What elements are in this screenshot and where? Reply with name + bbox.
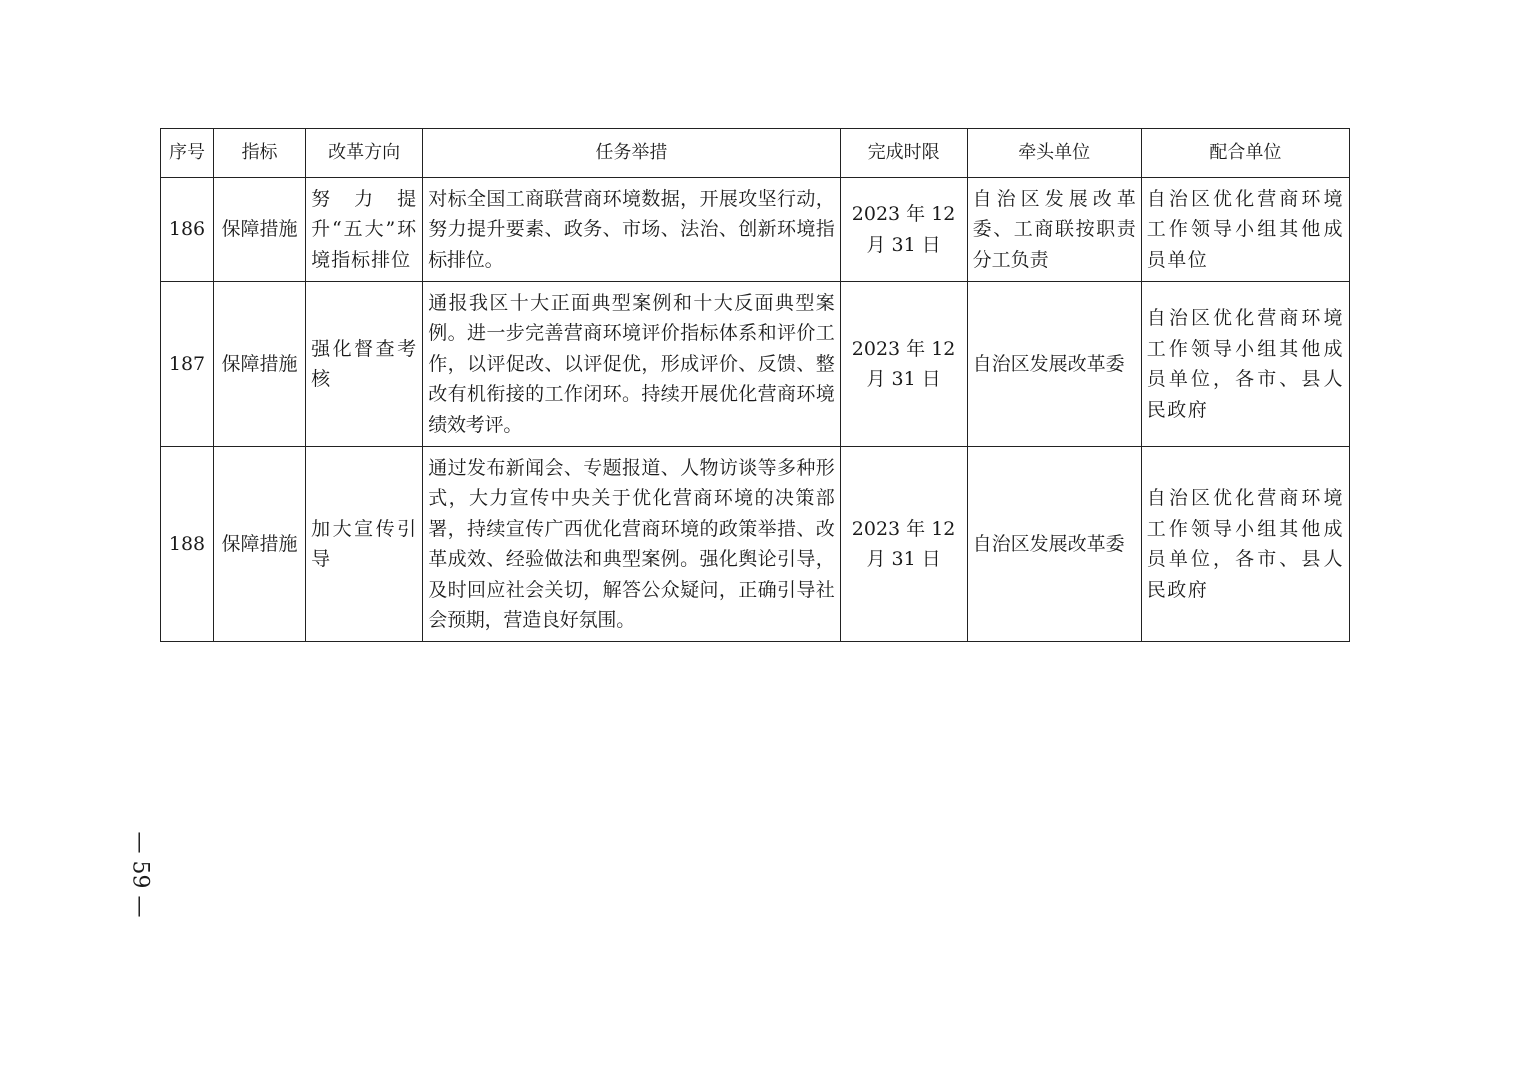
row-number: 188 <box>161 447 214 642</box>
header-deadline: 完成时限 <box>840 129 967 178</box>
page-number <box>124 824 156 924</box>
row-deadline: 2023 年 12 月 31 日 <box>840 282 967 447</box>
row-deadline: 2023 年 12 月 31 日 <box>840 178 967 282</box>
row-reform-direction: 加大宣传引导 <box>306 447 423 642</box>
header-number: 序号 <box>161 129 214 178</box>
row-reform-direction: 强化督查考核 <box>306 282 423 447</box>
row-task-measures: 通报我区十大正面典型案例和十大反面典型案例。进一步完善营商环境评价指标体系和评价工作，以评促改、以评促优，形成评价、反馈、整改有机衔接的工作闭环。持续开展优化营商环境绩效考评。 <box>423 282 840 447</box>
row-lead-unit: 自治区发展改革委 <box>967 282 1141 447</box>
row-number: 186 <box>161 178 214 282</box>
header-lead-unit: 牵头单位 <box>967 129 1141 178</box>
header-reform-direction: 改革方向 <box>306 129 423 178</box>
row-task-measures: 通过发布新闻会、专题报道、人物访谈等多种形式，大力宣传中央关于优化营商环境的决策部署，持续宣传广西优化营商环境的政策举措、改革成效、经验做法和典型案例。强化舆论引导，及时回应社会关切，解答公众疑问，正确引导社会预期，营造良好氛围。 <box>423 447 840 642</box>
row-indicator: 保障措施 <box>214 282 306 447</box>
row-number: 187 <box>161 282 214 447</box>
header-cooperating-units: 配合单位 <box>1141 129 1349 178</box>
table-row <box>161 282 1350 447</box>
page-number-text: — 59 — <box>127 831 153 917</box>
table-row <box>161 447 1350 642</box>
table-header-row <box>161 129 1350 178</box>
row-reform-direction: 努力提升“五大”环境指标排位 <box>306 178 423 282</box>
header-task-measures: 任务举措 <box>423 129 840 178</box>
table-row <box>161 178 1350 282</box>
row-cooperating-units: 自治区优化营商环境工作领导小组其他成员单位 <box>1141 178 1349 282</box>
row-indicator: 保障措施 <box>214 178 306 282</box>
row-lead-unit: 自治区发展改革委、工商联按职责分工负责 <box>967 178 1141 282</box>
row-task-measures: 对标全国工商联营商环境数据，开展攻坚行动，努力提升要素、政务、市场、法治、创新环境指标排位。 <box>423 178 840 282</box>
row-cooperating-units: 自治区优化营商环境工作领导小组其他成员单位，各市、县人民政府 <box>1141 447 1349 642</box>
row-indicator: 保障措施 <box>214 447 306 642</box>
row-deadline: 2023 年 12 月 31 日 <box>840 447 967 642</box>
header-indicator: 指标 <box>214 129 306 178</box>
row-lead-unit: 自治区发展改革委 <box>967 447 1141 642</box>
task-table <box>160 128 1350 642</box>
row-cooperating-units: 自治区优化营商环境工作领导小组其他成员单位，各市、县人民政府 <box>1141 282 1349 447</box>
